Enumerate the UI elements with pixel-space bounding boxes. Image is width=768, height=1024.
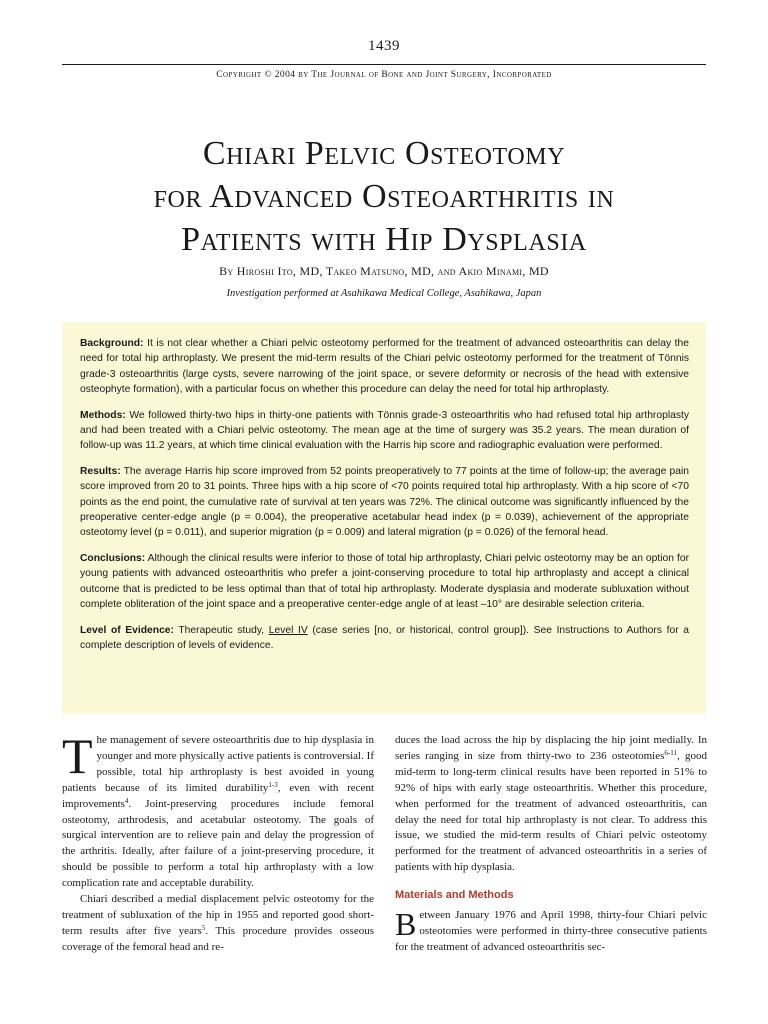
intro-p1-text-b: , even with recent improvements xyxy=(62,781,374,810)
methods-paragraph-1 xyxy=(395,908,707,956)
intro-p1-text-a: he management of severe osteoarthritis due to hip dysplasia in younger and more physically active patients is controversial. If possible, total hip arthroplasty is best avoided in young patients because of its limited durability xyxy=(62,734,374,794)
drop-cap-b: B xyxy=(395,906,417,943)
intro-p2-text-a: Chiari described a medial displacement pelvic osteotomy for the treatment of subluxation of the hip in 1955 and reported good short-term results after five years xyxy=(62,893,374,937)
level-text-pre: Therapeutic study, xyxy=(173,624,269,636)
article-title xyxy=(62,132,706,261)
methods-label: Methods: xyxy=(80,409,126,421)
abstract-results xyxy=(80,464,689,541)
level-iv-link[interactable]: Level IV xyxy=(268,624,308,636)
results-label: Results: xyxy=(80,465,121,477)
methods-p1-text: etween January 1976 and April 1998, thirty-four Chiari pelvic osteotomies were performed in thirty-three consecutive patients for the treatment of advanced osteoarthritis sec- xyxy=(395,909,707,953)
abstract-level-of-evidence xyxy=(80,623,689,654)
level-label: Level of Evidence: xyxy=(80,624,174,636)
header-rule xyxy=(62,64,706,65)
abstract-box xyxy=(62,322,706,714)
title-line-2: for Advanced Osteoarthritis in xyxy=(153,178,615,215)
page-number: 1439 xyxy=(368,38,400,54)
intro-p2-text-b: . This procedure provides osseous coverage of the femoral head and re- xyxy=(62,924,374,953)
title-line-3: Patients with Hip Dysplasia xyxy=(181,221,587,258)
citation-1-3: 1-3 xyxy=(268,780,278,789)
methods-text: We followed thirty-two hips in thirty-one patients with Tönnis grade-3 osteoarthritis who had refused total hip arthroplasty and had been treated with a Chiari pelvic osteotomy. The mean age at the time of surgery was 35.2 years. The mean duration of follow-up was 11.2 years, at which time clinical evaluation with the Harris hip score and radiographic evaluation were performed. xyxy=(80,409,689,452)
intro-paragraph-3 xyxy=(395,733,707,876)
intro-paragraph-2 xyxy=(62,892,374,956)
intro-p3-text-b: , good mid-term to long-term clinical results have been reported in 51% to 92% of hips with early stage osteoarthritis. Whether this procedure, when performed for the treatment of advanced osteoarthritis, can delay the need for total hip arthroplasty is not clear. To address this issue, we studied the mid-term results of Chiari pelvic osteotomy performed for the treatment of advanced osteoarthritis in a series of patients with hip dysplasia. xyxy=(395,749,707,874)
results-text: The average Harris hip score improved from 52 points preoperatively to 77 points at the time of follow-up; the average pain score improved from 20 to 31 points. Three hips with a hip score of <70 points required total hip arthroplasty. With a hip score of <70 points as the end point, the cumulative rate of survival at ten years was 72%. The clinical outcome was significantly influenced by the preoperative center-edge angle (p = 0.004), the preoperative acetabular head index (p = 0.039), achievement of the appropriate osteotomy level (p = 0.011), and superior migration (p = 0.009) and lateral migration (p = 0.026) of the femoral head. xyxy=(80,465,689,539)
abstract-methods xyxy=(80,408,689,454)
citation-6-11: 6-11 xyxy=(664,748,677,757)
abstract-conclusions xyxy=(80,551,689,613)
citation-4: 4 xyxy=(124,796,129,805)
drop-cap-t: T xyxy=(62,728,93,784)
body-column-right xyxy=(395,733,707,956)
intro-paragraph-1 xyxy=(62,728,374,892)
citation-5: 5 xyxy=(201,923,206,932)
section-heading-materials-methods: Materials and Methods xyxy=(395,889,514,902)
intro-p1-text-c: . Joint-preserving procedures include femoral osteotomy, arthrodesis, and acetabular osteotomy. The goals of surgical intervention are to relieve pain and delay the progression of the arthritis. Ideally, after failure of a joint-preserving procedure, it should be possible to perform a total hip arthroplasty with a low complication rate and acceptable durability. xyxy=(62,797,374,890)
abstract-background xyxy=(80,336,689,398)
background-label: Background: xyxy=(80,338,144,349)
intro-p3-text-a: duces the load across the hip by displacing the hip joint medially. In series ranging in size from thirty-two to 236 osteotomies xyxy=(395,734,707,762)
author-list: By Hiroshi Ito, MD, Takeo Matsuno, MD, and Akio Minami, MD xyxy=(219,264,549,278)
conclusions-text: Although the clinical results were inferior to those of total hip arthroplasty, Chiari pelvic osteotomy may be an option for young patients with advanced osteoarthritis who prefer a joint-conserving procedure to total hip arthroplasty and accept a clinical outcome that is predicted to be less optimal than that of total hip arthroplasty. Moderate dysplasia and moderate subluxation without complete obliteration of the joint space and a preoperative center-edge angle of at least –10° are desirable selection criteria. xyxy=(80,552,689,611)
title-line-1: Chiari Pelvic Osteotomy xyxy=(202,135,566,172)
body-column-left xyxy=(62,728,374,956)
background-text: It is not clear whether a Chiari pelvic osteotomy performed for the treatment of advanced osteoarthritis can delay the need for total hip arthroplasty. We present the mid-term results of the Chiari pelvic osteotomy performed for the treatment of Tönnis grade-3 osteoarthritis (large cysts, severe narrowing of the joint space, or severe deformity or necrosis of the head with extensive osteophyte formation), with a particular focus on whether this procedure can delay the need for total hip arthroplasty. xyxy=(80,338,689,396)
conclusions-label: Conclusions: xyxy=(80,552,146,564)
copyright-line: Copyright © 2004 by The Journal of Bone and Joint Surgery, Incorporated xyxy=(216,70,552,80)
institution-note: Investigation performed at Asahikawa Medical College, Asahikawa, Japan xyxy=(226,288,542,299)
level-text-post: (case series [no, or historical, control group]). See Instructions to Authors for a complete description of levels of evidence. xyxy=(80,624,689,651)
